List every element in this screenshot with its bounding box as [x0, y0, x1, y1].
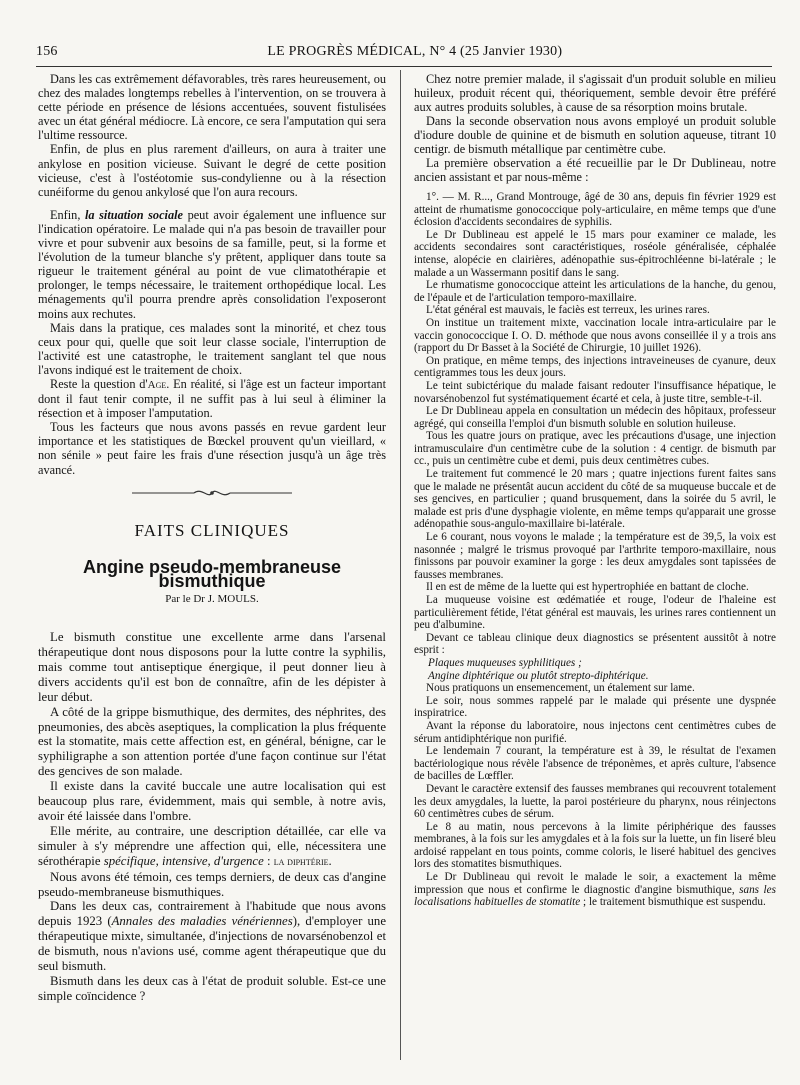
observation-paragraph: Le Dr Dublineau est appelé le 15 mars pour examiner ce malade, les accidents secondaires sont caractéristiques, roséole généralisée, céphalée intense, alopécie en clairières, adénopathie sus-épitrochléenne bi-latérale ; le malade a un Wassermann positif dans le sang.: [414, 228, 776, 279]
diagnosis-item: Plaques muqueuses syphilitiques ;: [428, 656, 582, 669]
header-rule: [36, 66, 772, 67]
paragraph: Reste la question d'Age. En réalité, si l'âge est un facteur important dont il faut tenir compte, il ne suffit pas à lui seul à éliminer la résection et à imposer l'amputation.: [38, 376, 386, 421]
small-caps: Age: [147, 378, 167, 391]
emphasis: la situation sociale: [84, 207, 183, 222]
paragraph: Nous avons été témoin, ces temps derniers, de deux cas d'angine pseudo-membraneuse bismuthiques.: [38, 869, 386, 899]
observation-paragraph: Le soir, nous sommes rappelé par le malade qui présente une dyspnée inspiratrice.: [414, 694, 776, 720]
observation-paragraph: Le Dr Dublineau appela en consultation un médecin des hôpitaux, professeur agrégé, qui conseilla l'emploi d'un bismuth soluble en solution huileuse.: [414, 405, 776, 430]
paragraph: Enfin, la situation sociale peut avoir également une influence sur l'indication opératoire. Le malade qui n'a pas besoin de travailler pour vivre et pour subvenir aux besoins de sa famille, peut, si la forme et l'évolution de la tumeur blanche s'y prêtent, appliquer dans toute sa rigueur le traitement général au point de vue climatothérapie et prolonger, le temps nécessaire, le traitement orthopédique local. Les ménagements qu'il pourra prendre après consolidation l'exposeront moins aux rechutes.: [38, 207, 386, 321]
section-heading: FAITS CLINIQUES: [134, 520, 290, 540]
running-header: [36, 44, 772, 60]
observation-paragraph: Le 8 au matin, nous percevons à la limite périphérique des fausses membranes, à la fois sur les amygdales et à la fois sur la luette, un fin liseré bleu ardoisé rappelant en tous points, comme coloris, le liseré habituel des gencives lors des stomatites bismuthiques.: [414, 820, 776, 871]
observation-paragraph: Le traitement fut commencé le 20 mars ; quatre injections furent faites sans que le malade ne présentât aucun accident du côté de sa muqueuse buccale et de ses gencives, en particulier ; quand brusquement, dans la soirée du 5 avril, le malade est pris d'une dysphagie violente, en même temps qu'apparait une grosse adénopathie sous-angulo-maxillaire bi-latérale.: [414, 468, 776, 531]
paragraph: La première observation a été recueillie par le Dr Dublineau, notre ancien assistant et par nous-même :: [414, 156, 776, 184]
left-column: [38, 72, 386, 1004]
observation-paragraph: Le lendemain 7 courant, la température est à 39, le résultat de l'examen bactériologique nous révèle l'absence de tréponèmes, et après culture, l'absence de bacilles de Lœffler.: [414, 745, 776, 783]
observation-paragraph: L'état général est mauvais, le faciès est terreux, les urines rares.: [426, 304, 710, 317]
paragraph: Bismuth dans les deux cas à l'état de produit soluble. Est-ce une simple coïncidence ?: [38, 973, 386, 1003]
observation-paragraph: On institue un traitement mixte, vaccination locale intra-articulaire par le vaccin gonococcique I. O. D. méthode que nous avons conseillée il y a trois ans (rapport du Dr Basset à la Société de Chirurgie, 10 juillet 1926).: [414, 316, 776, 355]
paragraph: Il existe dans la cavité buccale une autre localisation qui est beaucoup plus rare, évidemment, mais qui semble, à notre avis, avoir été laissée dans l'ombre.: [38, 779, 386, 823]
paragraph: Elle mérite, au contraire, une description détaillée, car elle va simuler à s'y méprendre une affection qui, elle, nécessitera une sérothérapie spécifique, intensive, d'urgence : la diphtérie.: [38, 823, 386, 868]
journal-title: LE PROGRÈS MÉDICAL, N° 4 (25 Janvier 1930): [267, 44, 563, 59]
byline: Par le Dr J. MOULS.: [165, 593, 259, 605]
observation-paragraph: Le rhumatisme gonococcique atteint les articulations de la hanche, du genou, de l'épaule et de l'articulation temporo-maxillaire.: [414, 279, 776, 304]
observation-paragraph: 1°. — M. R..., Grand Montrouge, âgé de 30 ans, depuis fin février 1929 est atteint de rhumatisme gonococcique poly-articulaire, en même temps que d'une éclosion d'accidents secondaires de syphilis.: [414, 191, 776, 229]
observation-paragraph: Le Dr Dublineau qui revoit le malade le soir, a exactement la même impression que nous et confirme le diagnostic d'angine bismuthique, sans les localisations habituelles de stomatite ; le traitement bismuthique est suspendu.: [414, 871, 776, 909]
column-divider: [400, 70, 401, 1060]
observation-paragraph: Devant le caractère extensif des fausses membranes qui recouvrent totalement les deux amygdales, la luette, la paroi postérieure du pharynx, nous réinjectons 60 centimètres cubes de sérum.: [414, 782, 776, 821]
paragraph: Dans les cas extrêmement défavorables, très rares heureusement, ou chez des malades longtemps rebelles à l'intervention, on se trouvera à cette période en présence de lésions accentuées, souvent fistulisées avec un état général médiocre. Là encore, ce sera l'amputation qui sera l'ultime ressource.: [38, 72, 386, 143]
page-number: 156: [36, 44, 58, 59]
observation-paragraph: On pratique, en même temps, des injections intraveineuses de cyanure, deux centigrammes tous les deux jours.: [414, 354, 776, 380]
paragraph: Chez notre premier malade, il s'agissait d'un produit soluble en milieu huileux, produit récent qui, théoriquement, semble devoir être préféré aux autres produits solubles, à cause de sa résorption moins brutale.: [414, 72, 776, 114]
paragraph: Tous les facteurs que nous avons passés en revue gardent leur importance et les statistiques de Bœckel prouvent qu'un vieillard, « non sénile » peut faire les frais d'une résection jusqu'à un âge très avancé.: [38, 420, 386, 477]
paragraph: Le bismuth constitue une excellente arme dans l'arsenal thérapeutique dont nous disposons pour la lutte contre la syphilis, mais comme tout antiseptique énergique, il peut donner lieu à divers accidents qu'il est bon de connaître, afin de les dépister à leur début.: [38, 630, 386, 704]
observation-paragraph: Avant la réponse du laboratoire, nous injectons cent centimètres cubes de sérum antidiphtérique non purifié.: [414, 719, 776, 745]
right-column: [414, 72, 776, 909]
article-title: Angine pseudo-membraneuse bismuthique: [82, 556, 342, 591]
ornament-divider: [38, 487, 386, 502]
emphasis: Annales des maladies vénériennes: [111, 914, 293, 929]
observation-paragraph: Il en est de même de la luette qui est hypertrophiée en battant de cloche.: [426, 581, 749, 594]
diagnosis-item: Angine diphtérique ou plutôt strepto-diphtérique.: [428, 669, 649, 682]
observation-paragraph: Le teint subictérique du malade faisant redouter l'insuffisance hépatique, le novarsénobenzol fut systématiquement écarté et cela, à juste titre, semble-t-il.: [414, 379, 776, 405]
paragraph: Mais dans la pratique, ces malades sont la minorité, et chez tous ceux pour qui, quelle que soit leur classe sociale, l'interruption de l'activité est une catastrophe, le traitement sanglant tel que nous l'avons indiqué est le traitement de choix.: [38, 320, 386, 377]
observation-paragraph: Le 6 courant, nous voyons le malade ; la température est de 39,5, la voix est nasonnée ; malgré le trismus provoqué par l'arthrite temporo-maxillaire, nous finissons par pouvoir examiner la gorge : les deux amygdales sont tapissées de fausses membranes.: [414, 531, 776, 581]
observation-paragraph: Devant ce tableau clinique deux diagnostics se présentent aussitôt à notre esprit :: [414, 631, 776, 657]
observation-paragraph: Nous pratiquons un ensemencement, un étalement sur lame.: [426, 682, 695, 695]
small-caps: la diphtérie: [273, 855, 329, 868]
paragraph: Dans la seconde observation nous avons employé un produit soluble d'iodure double de quinine et de bismuth en solution aqueuse, titrant 10 centigr. de bismuth métallique par centimètre cube.: [414, 114, 776, 156]
paragraph: A côté de la grippe bismuthique, des dermites, des néphrites, des pneumonies, des abcès aseptiques, la complication la plus fréquente est la stomatite, mais cette affection est, en général, bénigne, car le syphiligraphe a son attention portée d'une façon continue sur l'état des gencives de son malade.: [38, 704, 386, 779]
paragraph: Dans les deux cas, contrairement à l'habitude que nous avons depuis 1923 (Annales des maladies vénériennes), d'employer une thérapeutique mixte, simultanée, d'injections de novarsénobenzol et de bismuth, nous n'avions usé, comme agent thérapeutique que du seul bismuth.: [38, 899, 386, 974]
emphasis: spécifique, intensive, d'urgence: [103, 853, 264, 868]
observation-paragraph: La muqueuse voisine est œdématiée et rouge, l'odeur de l'haleine est particulièrement fétide, l'état général est mauvais, les urines rares contiennent un peu d'albumine.: [414, 594, 776, 632]
emphasis: sans les localisations habituelles de stomatite: [414, 883, 776, 909]
paragraph: Enfin, de plus en plus rarement d'ailleurs, on aura à traiter une ankylose en position vicieuse. Suivant le degré de cette position vicieuse, c'est à l'ostéotomie sus-condylienne ou à la résection cunéiforme du genou ankylosé que l'on aura recours.: [38, 142, 386, 199]
observation-paragraph: Tous les quatre jours on pratique, avec les précautions d'usage, une injection intramusculaire d'un centimètre cube de la solution : 4 centigr. de bismuth par cc., puis un centimètre cube et demi, puis deux centimètres cubes.: [414, 430, 776, 468]
